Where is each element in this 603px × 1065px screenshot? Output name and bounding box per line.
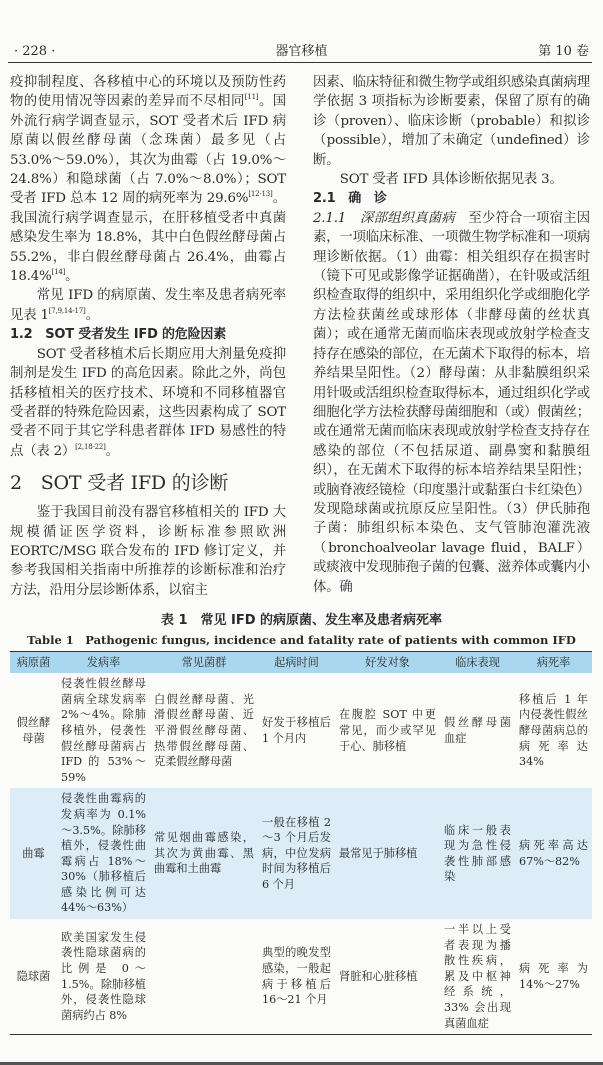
citation: [12-13] [248, 190, 273, 199]
column-header: 起病时间 [258, 652, 335, 674]
column-header: 发病率 [57, 652, 150, 674]
table-cell: 在腹腔 SOT 中更常见，而少或罕见于心、肺移植 [339, 708, 436, 753]
table-cell: 病死率高达 67%～82% [515, 788, 592, 919]
body-columns [10, 73, 590, 600]
text-run: 1.2 SOT 受者发生 IFD 的危险因素 [10, 327, 226, 343]
table-cell: 病死率为 14%～27% [515, 919, 592, 1035]
text-run: 。 [65, 269, 79, 285]
table-cell: 侵袭性假丝酵母菌病全球发病率 2%～4%。除肺移植外，侵袭性假丝酵母菌病占 IFD 的 53%～59% [61, 677, 146, 784]
table-cell: 临床一般表现为急性侵袭性肺部感染 [440, 788, 515, 919]
journal-title: 器官移植 [275, 44, 328, 59]
column-header: 好发对象 [335, 652, 440, 674]
table-cell: 常见烟曲霉感染，其次为黄曲霉、黑曲霉和土曲霉 [150, 788, 258, 919]
table-cell: 肾脏和心脏移植 [335, 919, 440, 1035]
paragraph [10, 503, 286, 600]
table-cell: 假丝酵母菌血症 [444, 716, 511, 745]
table-cell: 移植后 1 年内侵袭性假丝酵母菌病总的病死率达 34% [519, 692, 588, 769]
text-run: 。 [105, 443, 119, 459]
table-cell: 侵袭性曲霉病的发病率为 0.1%～3.5%。除肺移植外，侵袭性曲霉病占 18%～30%（肺移植后感染比例可达 44%～63%） [57, 788, 150, 919]
citation: [11] [244, 93, 259, 102]
table-row [10, 673, 592, 788]
column-header: 临床表现 [440, 652, 515, 674]
table-cell: 隐球菌 [10, 919, 57, 1035]
text-run: 疫抑制程度、各移植中心的环境以及预防性药物的使用情况等因素的差异而不尽相同 [10, 75, 286, 110]
left-column [10, 73, 286, 600]
table-row [10, 788, 592, 919]
paragraph [10, 345, 286, 461]
text-run: 鉴于我国目前没有器官移植相关的 IFD 大规模循证医学资料，诊断标准参照欧洲 EORTC/MSG 联合发布的 IFD 修订定义，并参考我国相关指南中所推荐的诊断标准和治疗方法，沿用分层诊断体系，以宿主 [10, 505, 286, 598]
column-header: 病死率 [515, 652, 592, 674]
text-run: 2 SOT 受者 IFD 的诊断 [10, 472, 229, 495]
data-table [10, 651, 592, 1035]
text-run: 至少符合一项宿主因素，一项临床标准、一项微生物学标准和一项病理诊断依据。（1）曲霉：相关组织存在损害时（镜下可见或影像学证据确凿），在针吸或活组织检查取得的组织中，采用组织化学或细胞化学方法检获菌丝或球形体（非酵母菌的丝状真菌）；或在通常无菌而临床表现或放射学检查支持存在感染的部位，在无菌术下取得的标本，培养结果呈阳性。（2）酵母菌：从非黏膜组织采用针吸或活组织检查取得标本，通过组织化学或细胞化学方法检获酵母菌细胞和（或）假菌丝；或在通常无菌而临床表现或放射学检查支持存在感染的部位（不包括尿道、副鼻窦和黏膜组织），在无菌术下取得的标本培养结果呈阳性；或脑脊液经镜检（印度墨汁或黏蛋白卡红染色）发现隐球菌或抗原反应呈阳性。（3）伊氏肺孢子菌：肺组织标本染色、支气管肺泡灌洗液（bronchoalveolar lavage fluid，BALF）或痰液中发现肺孢子菌的包囊、滋养体或囊内小体。确 [313, 210, 591, 595]
table-cell: 好发于移植后 1 个月内 [262, 716, 331, 745]
table-cell: 最常见于肺移植 [335, 788, 440, 919]
table-title-en: Table 1 Pathogenic fungus, incidence and fatality rate of patients with common IFD [27, 633, 576, 648]
column-header: 病原菌 [10, 652, 57, 674]
header-rule [8, 62, 592, 63]
citation: [2,18-22] [75, 442, 106, 451]
table-cell: 白假丝酵母菌、光滑假丝酵母菌、近平滑假丝酵母菌、热带假丝酵母菌、克柔假丝酵母菌 [154, 692, 254, 769]
text-run: SOT 受者移植术后长期应用大剂量免疫抑制剂是发生 IFD 的高危因素。除此之外，尚包括移植相关的医疗技术、环境和不同移植器官受者群的特殊危险因素，这些因素构成了 SOT 受者不同于其它学科患者群体 IFD 易感性的特点（表 2） [10, 346, 286, 459]
paragraph [313, 170, 590, 189]
running-header [0, 0, 603, 62]
page-number: · 228 · [14, 44, 56, 59]
text-run: 因素、临床特征和微生物学或组织感染真菌病理学依据 3 项指标为诊断要素，保留了原有的确诊（proven）、临床诊断（probable）和拟诊（possible），增加了未确定（undefined）诊断。 [313, 75, 591, 168]
column-header: 常见菌群 [150, 652, 258, 674]
paragraph [10, 73, 286, 286]
table-row [10, 919, 592, 1035]
table-header-row [10, 652, 592, 674]
right-column [313, 73, 590, 600]
section-heading [10, 325, 286, 344]
table-cell: 假丝酵母菌 [16, 716, 51, 745]
citation: [7,9,14-17] [48, 306, 86, 315]
text-run: 。国外流行病学调查显示，SOT 受者术后 IFD 病原菌以假丝酵母菌（念珠菌）最多见（占 53.0%～59.0%），其次为曲霉（占 19.0%～24.8%）和隐球菌（占 7.0%～8.0%）；SOT 受者 IFD 总本 12 周的病死率为 29.6% [10, 94, 286, 207]
paragraph [313, 73, 590, 170]
volume-label: 第 10 卷 [538, 44, 589, 59]
text-run: 。我国流行病学调查显示，在肝移植受者中真菌感染发生率为 18.8%，其中白色假丝酵母菌占 55.2%，非白假丝酵母菌占 26.4%，曲霉占 18.4% [10, 191, 286, 285]
table-cell: 欧美国家发生侵袭性隐球菌病的比例是 0～1.5%。除肺移植外，侵袭性隐球菌病约占 8% [57, 919, 150, 1035]
table-cell: 一般在移植 2～3 个月后发病，中位发病时间为移植后 6 个月 [258, 788, 335, 919]
text-run: SOT 受者 IFD 具体诊断依据见表 3。 [339, 172, 563, 188]
section-heading [10, 469, 286, 497]
citation: [14] [51, 268, 66, 277]
bottom-margin [0, 1035, 603, 1065]
table-cell: 典型的晚发型感染，一般起病于移植后 16～21 个月 [258, 919, 335, 1035]
text-run: 2.1 确 诊 [313, 191, 387, 207]
table-cell [150, 919, 258, 1035]
subsection-label: 2.1.1 深部组织真菌病 [313, 210, 455, 226]
text-run: 。 [85, 307, 99, 323]
text-run: 常见 IFD 的病原菌、发生率及患者病死率见表 1 [10, 288, 286, 323]
table-cell: 曲霉 [10, 788, 57, 919]
section-heading [313, 189, 590, 208]
table-cell: 一半以上受者表现为播散性疾病，累及中枢神经系统，33% 会出现真菌血症 [440, 919, 515, 1035]
paragraph [10, 286, 286, 325]
paragraph [313, 209, 590, 597]
table-title-cn: 表 1 常见 IFD 的病原菌、发生率及患者病死率 [160, 613, 443, 629]
